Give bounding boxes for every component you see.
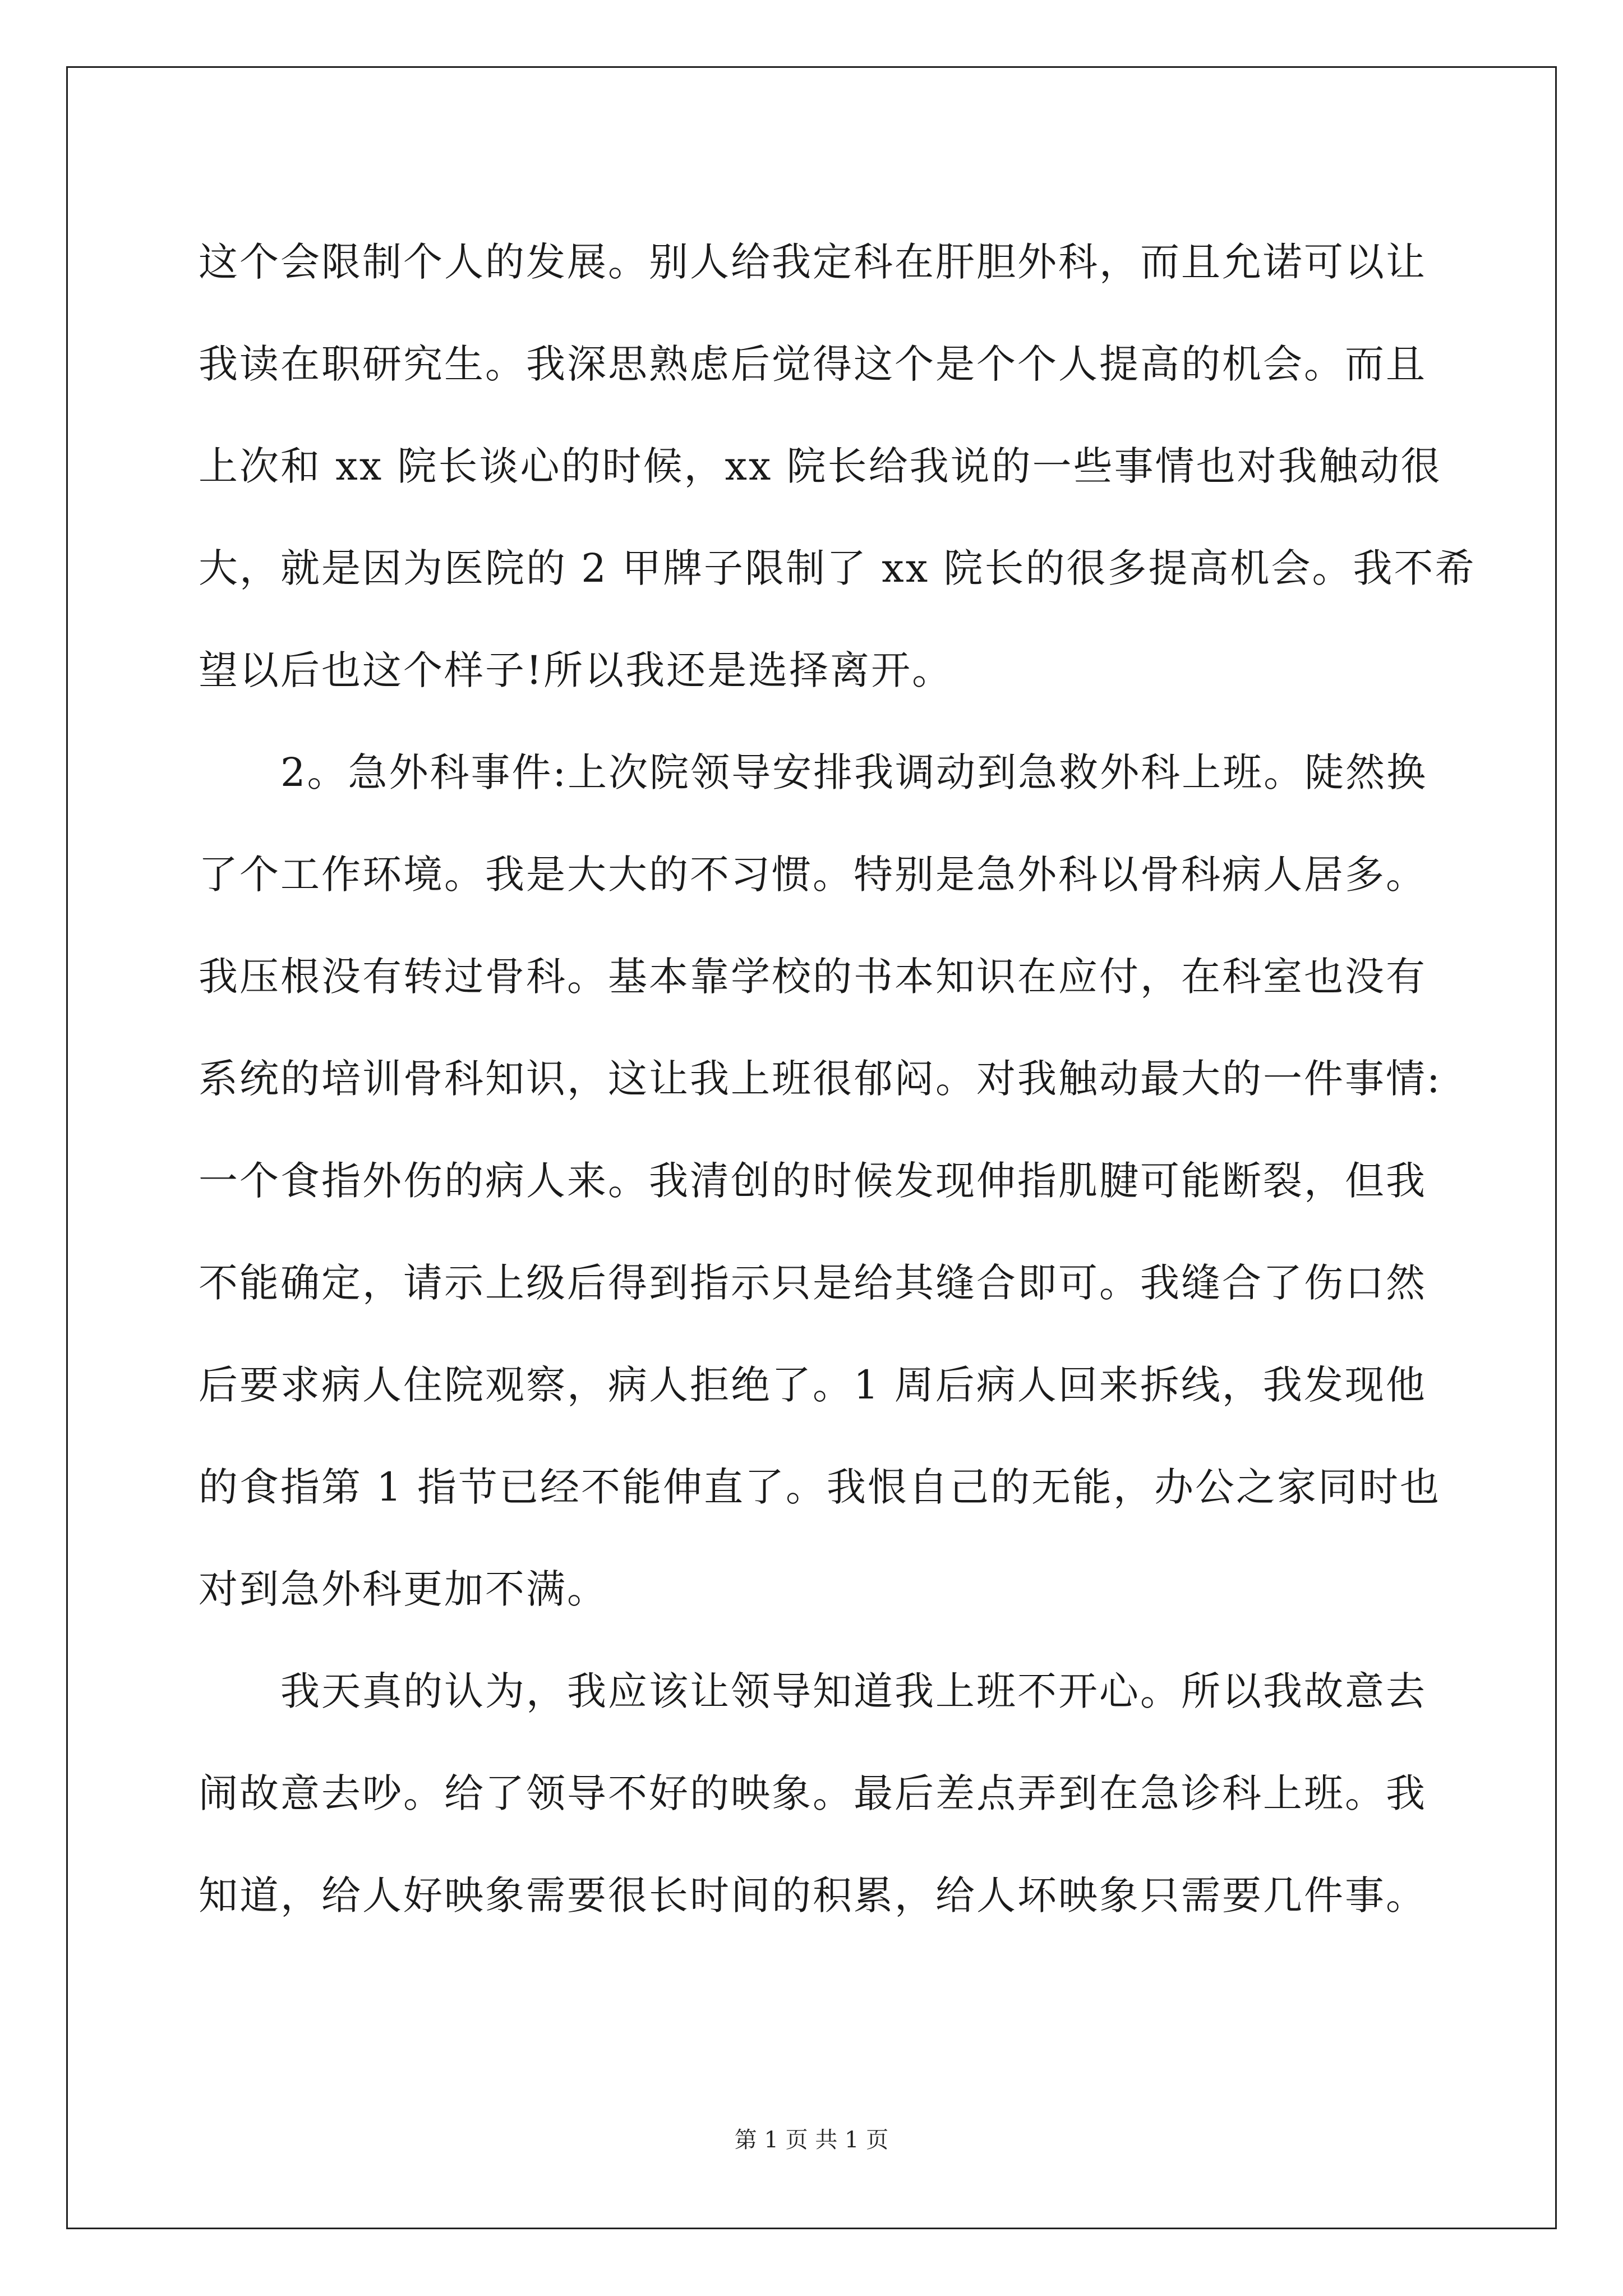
page-footer (0, 2123, 1623, 2157)
text-line: 不能确定，请示上级后得到指示只是给其缝合即可。我缝合了伤口然 (199, 1260, 1427, 1306)
text-line: 我压根没有转过骨科。基本靠学校的书本知识在应付，在科室也没有 (199, 954, 1427, 1000)
text-line: 上次和 xx 院长谈心的时候，xx 院长给我说的一些事情也对我触动很 (199, 443, 1442, 489)
page-number: 第 1 页 共 1 页 (734, 2127, 889, 2153)
text-line: 一个食指外伤的病人来。我清创的时候发现伸指肌腱可能断裂，但我 (199, 1158, 1427, 1204)
text-line: 2。急外科事件:上次院领导安排我调动到急救外科上班。陡然换 (280, 749, 1428, 795)
text-line: 后要求病人住院观察，病人拒绝了。1 周后病人回来拆线，我发现他 (199, 1362, 1427, 1408)
text-line: 系统的培训骨科知识，这让我上班很郁闷。对我触动最大的一件事情: (199, 1056, 1442, 1102)
text-line: 对到急外科更加不满。 (199, 1566, 608, 1612)
text-line: 的食指第 1 指节已经不能伸直了。我恨自己的无能，办公之家同时也 (199, 1464, 1441, 1510)
text-line: 了个工作环境。我是大大的不习惯。特别是急外科以骨科病人居多。 (199, 852, 1427, 898)
text-line: 我读在职研究生。我深思熟虑后觉得这个是个个人提高的机会。而且 (199, 341, 1427, 387)
text-line: 闹故意去吵。给了领导不好的映象。最后差点弄到在急诊科上班。我 (199, 1770, 1427, 1816)
text-line: 我天真的认为，我应该让领导知道我上班不开心。所以我故意去 (280, 1668, 1427, 1714)
text-line: 望以后也这个样子!所以我还是选择离开。 (199, 647, 953, 693)
text-line: 这个会限制个人的发展。别人给我定科在肝胆外科，而且允诺可以让 (199, 239, 1427, 285)
document-body (199, 211, 1476, 1947)
text-line: 知道，给人好映象需要很长时间的积累，给人坏映象只需要几件事。 (199, 1872, 1427, 1918)
text-line: 大，就是因为医院的 2 甲牌子限制了 xx 院长的很多提高机会。我不希 (199, 545, 1476, 591)
